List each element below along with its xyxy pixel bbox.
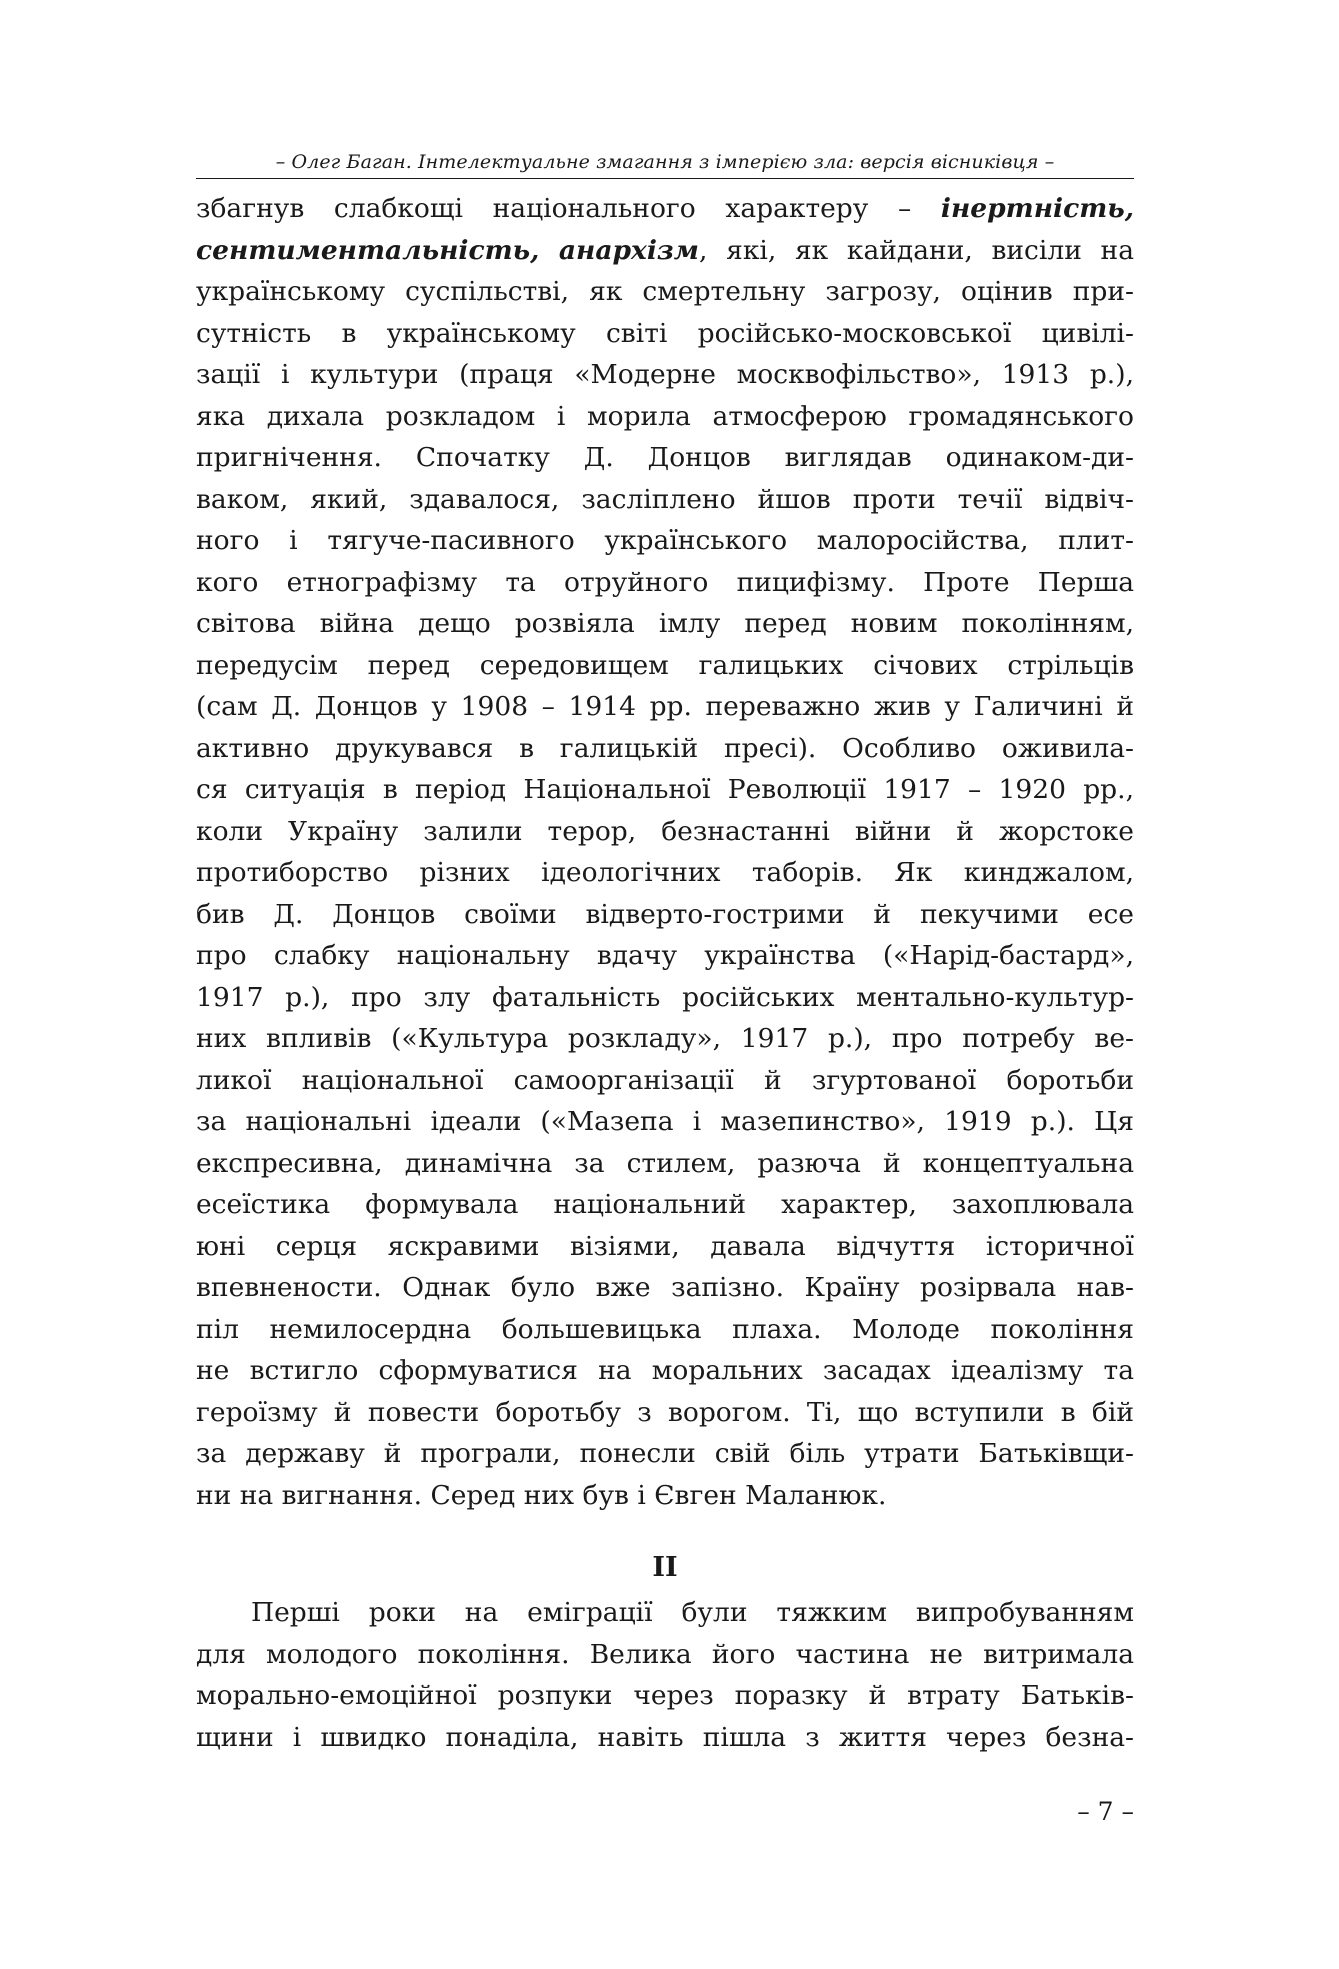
text-line	[196, 437, 1134, 479]
text-run: героїзму й повести боротьбу з ворогом. Ті, що вступили в бій	[196, 1396, 1134, 1428]
text-run: впевнености. Однак було вже запізно. Країну розірвала нав-	[196, 1272, 1134, 1303]
text-run: Перші роки на еміграції були тяжким випробуванням	[251, 1597, 1134, 1628]
text-line	[196, 1350, 1134, 1392]
body-text	[196, 188, 1134, 1516]
text-line	[196, 1592, 1134, 1634]
text-line	[196, 188, 1134, 230]
text-run: кого етнографізму та отруйного пицифізму. Проте Перша	[196, 566, 1134, 598]
page-number: – 7 –	[1077, 1797, 1134, 1826]
text-line	[196, 1433, 1134, 1475]
text-run: ного і тягуче-пасивного українського малоросійства, плит-	[196, 525, 1134, 556]
text-run: про слабку національну вдачу українства («Нарід-бастард»,	[196, 940, 1134, 971]
text-run: них впливів («Культура розкладу», 1917 р.), про потребу ве-	[196, 1023, 1134, 1054]
text-line	[196, 811, 1134, 853]
text-line	[196, 728, 1134, 770]
text-line	[196, 1018, 1134, 1060]
text-run: ликої національної самоорганізації й згуртованої боротьби	[196, 1064, 1134, 1096]
text-run: для молодого покоління. Велика його частина не витримала	[196, 1638, 1134, 1670]
text-line	[196, 935, 1134, 977]
text-line	[196, 1717, 1134, 1759]
text-run: ся ситуація в період Національної Революції 1917 – 1920 рр.,	[196, 774, 1134, 805]
text-run: яка дихала розкладом і морила атмосферою громадянського	[196, 400, 1134, 432]
text-run: збагнув слабкощі національного характеру –	[196, 193, 941, 224]
text-line	[196, 894, 1134, 936]
text-line	[196, 396, 1134, 438]
text-line	[196, 1475, 1134, 1517]
text-run: морально-емоційної розпуки через поразку й втрату Батьків-	[196, 1680, 1134, 1711]
text-run: за державу й програли, понесли свій біль утрати Батьківщи-	[196, 1438, 1134, 1469]
header-rule	[196, 178, 1134, 179]
text-run: передусім перед середовищем галицьких січових стрільців	[196, 649, 1134, 681]
text-run: активно друкувався в галицькій пресі). Особливо оживила-	[196, 732, 1134, 764]
text-line	[196, 1143, 1134, 1185]
emphasized-text: інертність,	[940, 193, 1134, 224]
text-line	[196, 769, 1134, 811]
text-line	[196, 1675, 1134, 1717]
text-line	[196, 1309, 1134, 1351]
text-line	[196, 977, 1134, 1019]
text-line	[196, 1226, 1134, 1268]
text-line	[196, 1267, 1134, 1309]
text-run: (сам Д. Донцов у 1908 – 1914 рр. переважно жив у Галичині й	[196, 691, 1134, 722]
text-run: піл немилосердна большевицька плаха. Молоде покоління	[196, 1313, 1134, 1345]
text-line	[196, 603, 1134, 645]
text-run: за національні ідеали («Мазепа і мазепинство», 1919 р.). Ця	[196, 1106, 1134, 1137]
text-line	[196, 1184, 1134, 1226]
text-line	[196, 1101, 1134, 1143]
text-run: ваком, який, здавалося, засліплено йшов проти течії відвіч-	[196, 483, 1134, 515]
section-heading: II	[652, 1552, 678, 1583]
text-run: не встигло сформуватися на моральних засадах ідеалізму та	[196, 1355, 1134, 1386]
running-head: – Олег Баган. Інтелектуальне змагання з імперією зла: версія вісниківця –	[275, 151, 1055, 173]
text-line	[196, 686, 1134, 728]
text-line	[196, 520, 1134, 562]
text-run: щини і швидко понаділа, навіть пішла з життя через безна-	[196, 1721, 1134, 1753]
text-line	[196, 230, 1134, 272]
text-run: бив Д. Донцов своїми відверто-гострими й пекучими есе	[196, 898, 1134, 930]
section-text	[196, 1592, 1134, 1758]
text-line	[196, 562, 1134, 604]
text-run: , які, як кайдани, висіли на	[699, 234, 1135, 266]
text-run: есеїстика формувала національний характер, захоплювала	[196, 1189, 1134, 1220]
text-line	[196, 354, 1134, 396]
text-run: коли Україну залили терор, безнастанні війни й жорстоке	[196, 815, 1134, 847]
text-run: 1917 р.), про злу фатальність російських ментально-культур-	[196, 981, 1134, 1013]
text-run: ни на вигнання. Серед них був і Євген Маланюк.	[196, 1479, 887, 1511]
text-run: сутність в українському світі російсько-московської цивілі-	[196, 317, 1134, 349]
text-run: пригнічення. Спочатку Д. Донцов виглядав одинаком-ди-	[196, 442, 1134, 473]
text-line	[196, 313, 1134, 355]
emphasized-text: сентиментальність, анархізм	[196, 234, 699, 266]
text-line	[196, 271, 1134, 313]
text-run: зації і культури (праця «Модерне москвофільство», 1913 р.),	[196, 359, 1134, 390]
text-run: світова війна дещо розвіяла імлу перед новим поколінням,	[196, 608, 1134, 639]
text-line	[196, 479, 1134, 521]
text-line	[196, 1392, 1134, 1434]
text-run: експресивна, динамічна за стилем, разюча й концептуальна	[196, 1147, 1134, 1179]
text-run: українському суспільстві, як смертельну загрозу, оцінив при-	[196, 276, 1134, 307]
text-line	[196, 1634, 1134, 1676]
text-line	[196, 852, 1134, 894]
text-run: протиборство різних ідеологічних таборів. Як кинджалом,	[196, 857, 1134, 888]
text-line	[196, 645, 1134, 687]
text-line	[196, 1060, 1134, 1102]
text-run: юні серця яскравими візіями, давала відчуття історичної	[196, 1230, 1134, 1262]
